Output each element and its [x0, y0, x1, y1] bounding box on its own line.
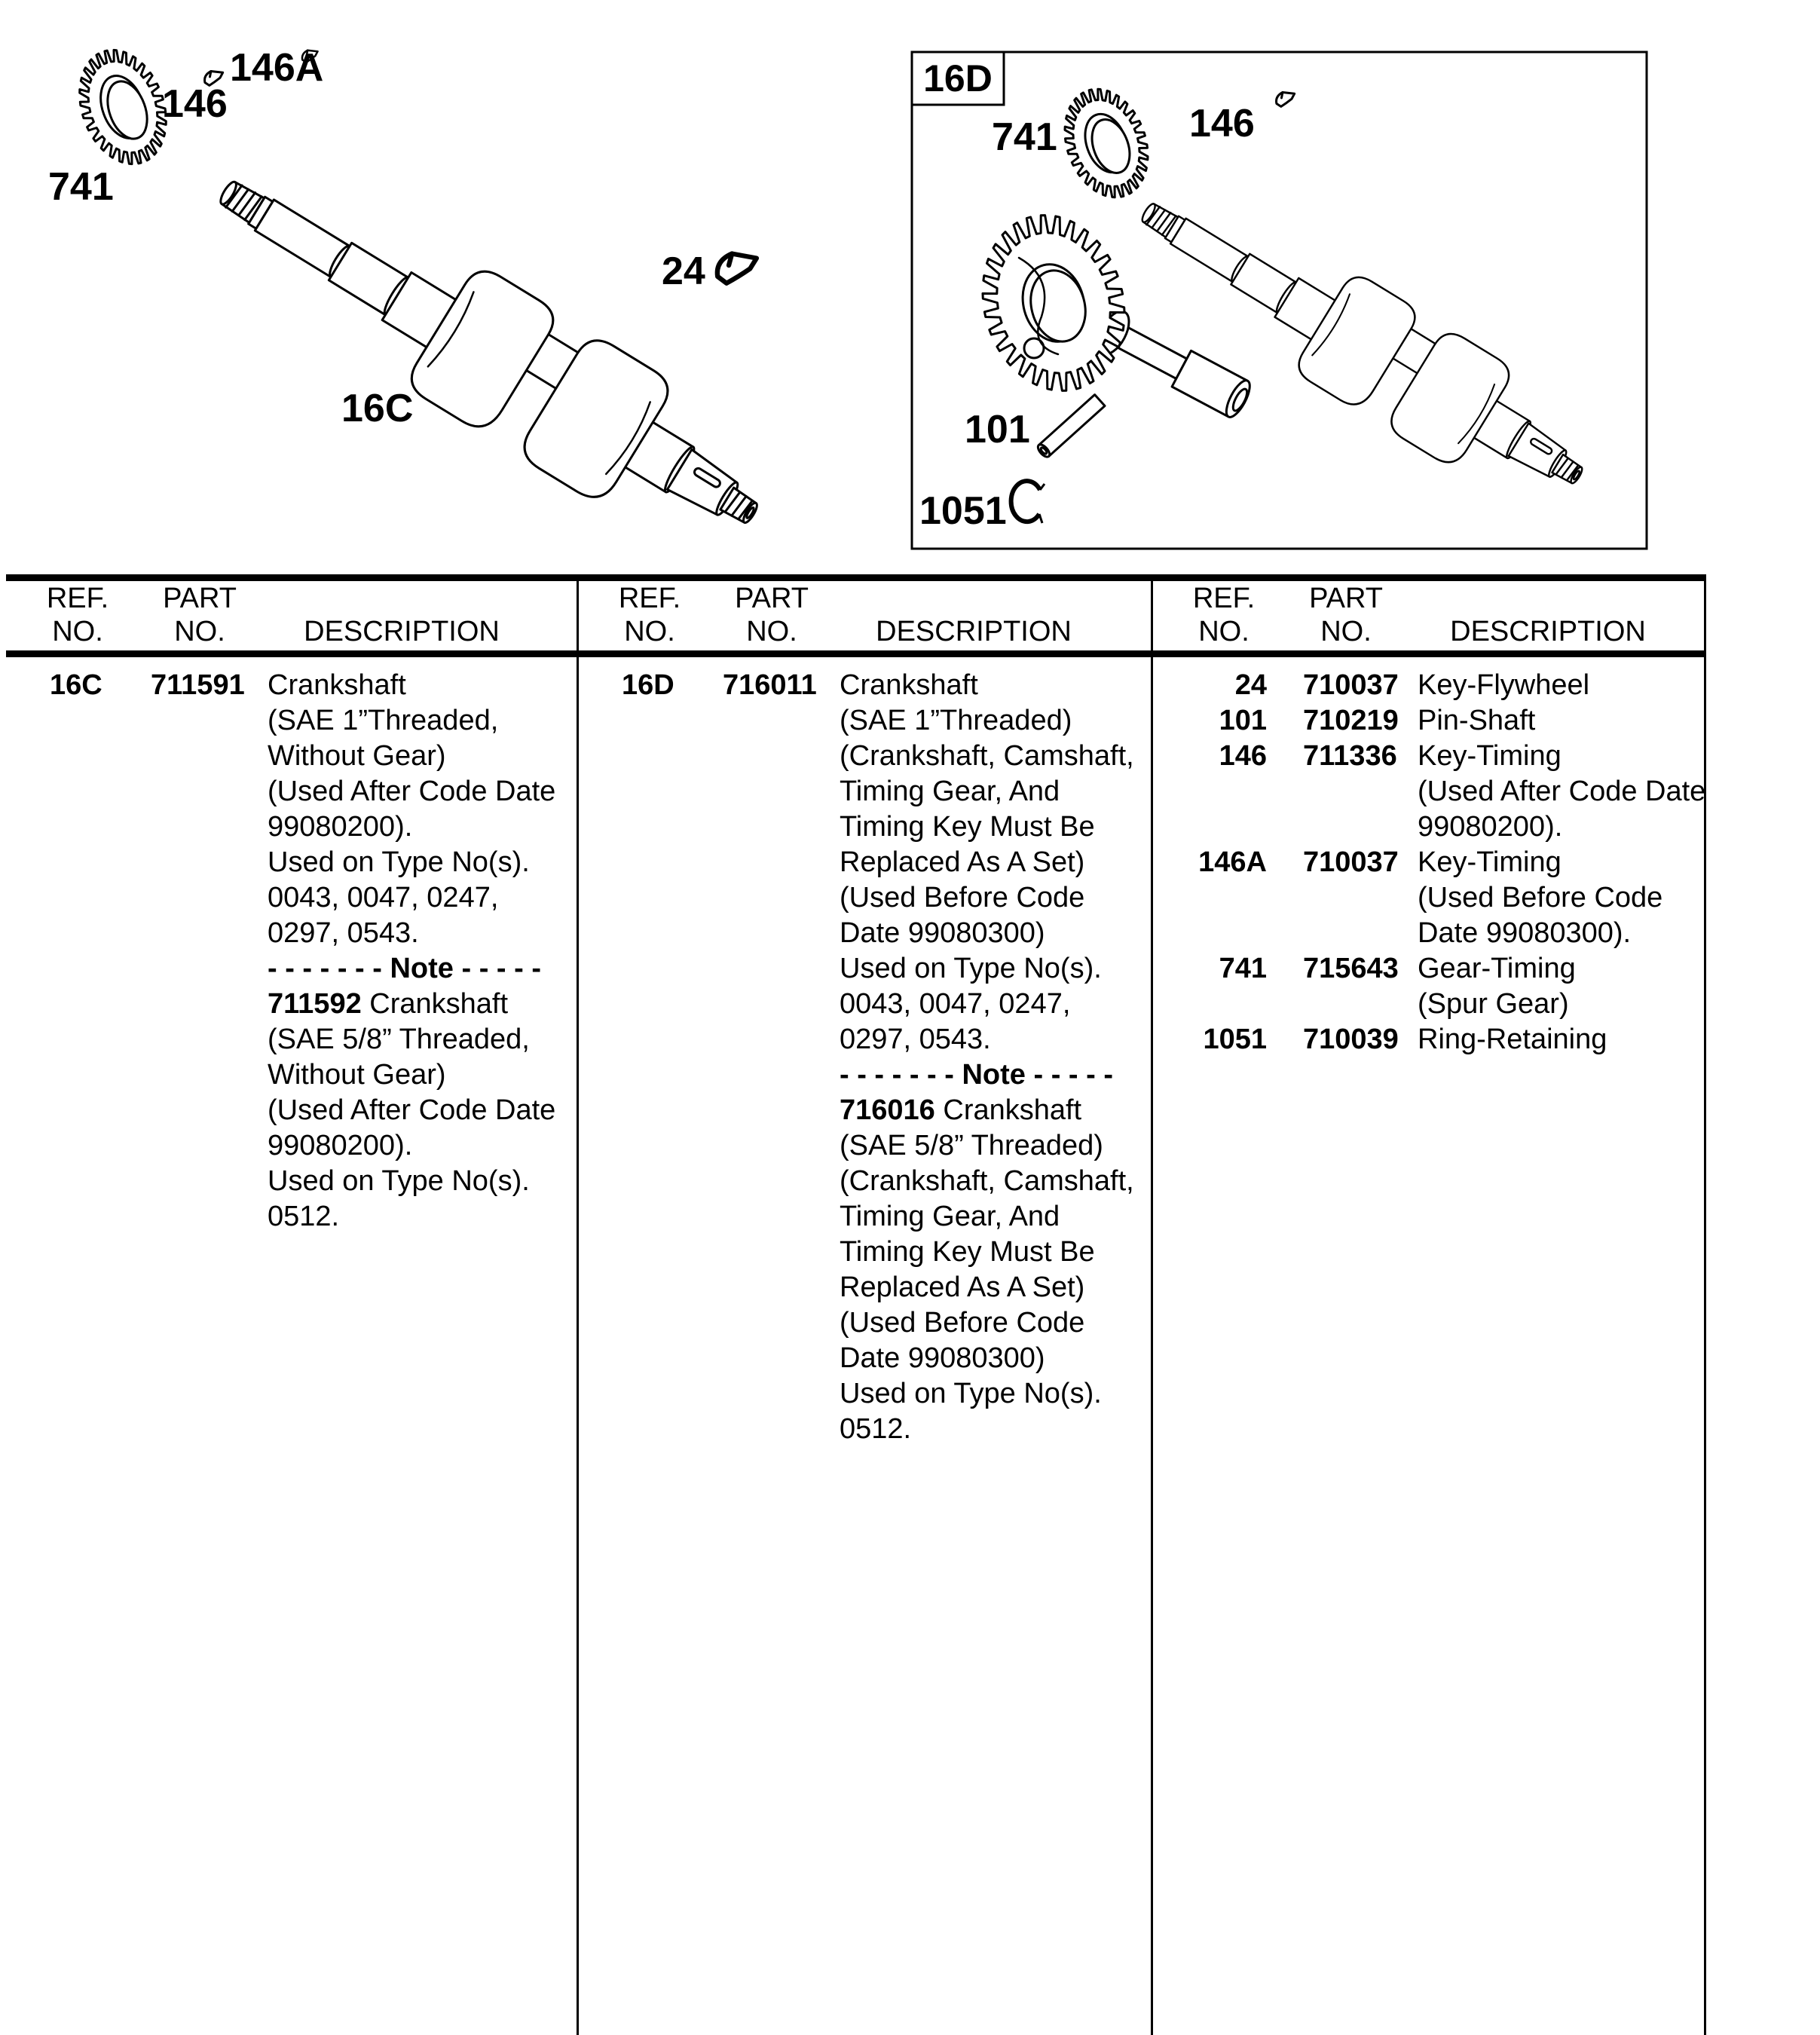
header-ref-label: REF. [46, 583, 109, 614]
table-row [6, 1093, 577, 1128]
retaining-ring-1051-icon [1011, 481, 1045, 523]
table-row [578, 845, 1151, 880]
part-no-cell: 711336 [1303, 740, 1397, 772]
table-row [578, 1305, 1151, 1341]
description-cell: (Crankshaft, Camshaft, [840, 740, 1134, 772]
table-row [6, 739, 577, 774]
table-row [578, 809, 1151, 845]
header-part-no-label: NO. [1320, 616, 1372, 647]
description-cell: Timing Gear, And [840, 776, 1060, 807]
ref-no-cell: 24 [1234, 669, 1267, 701]
description-cell: Key-Flywheel [1418, 669, 1590, 701]
description-cell: 0043, 0047, 0247, [268, 882, 499, 913]
table-header-separator [6, 650, 1706, 657]
table-row [6, 916, 577, 951]
table-row [578, 1270, 1151, 1305]
part-no-cell: 715643 [1303, 953, 1399, 984]
table-row [578, 668, 1151, 703]
description-cell: 99080200). [1418, 811, 1563, 843]
table-row [578, 1235, 1151, 1270]
table-row [6, 703, 577, 739]
description-cell: 716016 Crankshaft [840, 1094, 1082, 1126]
part-label-101: 101 [965, 408, 1030, 451]
part-no-cell: 711591 [151, 669, 245, 701]
header-group-2 [578, 580, 1151, 651]
description-cell: Crankshaft [840, 669, 978, 701]
description-cell: Replaced As A Set) [840, 1271, 1085, 1303]
description-cell: Ring-Retaining [1418, 1024, 1607, 1055]
parts-column-1 [6, 668, 577, 1235]
description-cell: - - - - - - - Note - - - - - [268, 953, 541, 984]
description-cell: Timing Key Must Be [840, 811, 1095, 843]
header-part-label: PART [1309, 583, 1383, 614]
description-cell: (SAE 5/8” Threaded) [840, 1130, 1103, 1161]
table-row [578, 1057, 1151, 1093]
ref-no-cell: 146A [1198, 846, 1267, 878]
description-cell: Replaced As A Set) [840, 846, 1085, 878]
description-cell: Gear-Timing [1418, 953, 1576, 984]
header-ref-label: REF. [1192, 583, 1256, 614]
table-row [6, 845, 577, 880]
table-row [6, 880, 577, 916]
description-cell: Key-Timing [1418, 846, 1562, 878]
part-label-146a: 146A [230, 46, 324, 90]
table-row [1152, 809, 1704, 845]
part-no-cell: 710037 [1303, 669, 1399, 701]
flywheel-key-24-icon [714, 250, 759, 284]
header-part-no-label: NO. [746, 616, 797, 647]
table-row [1152, 845, 1704, 880]
description-cell: (SAE 5/8” Threaded, [268, 1024, 530, 1055]
table-row [578, 1022, 1151, 1057]
table-row [6, 809, 577, 845]
table-row [578, 951, 1151, 987]
description-cell: 99080200). [268, 811, 413, 843]
table-row [1152, 987, 1704, 1022]
header-part-label: PART [735, 583, 809, 614]
table-row [578, 1341, 1151, 1376]
description-cell: (Spur Gear) [1418, 988, 1569, 1020]
table-row [6, 774, 577, 809]
description-cell: Date 99080300). [1418, 917, 1632, 949]
table-row [1152, 1022, 1704, 1057]
description-cell: (Used After Code Date [268, 776, 556, 807]
ref-no-cell: 101 [1219, 705, 1267, 736]
description-cell: 711592 Crankshaft [268, 988, 509, 1020]
table-row [1152, 703, 1704, 739]
description-cell: Key-Timing [1418, 740, 1562, 772]
table-row [6, 668, 577, 703]
part-no-cell: 716011 [723, 669, 817, 701]
description-cell: 0043, 0047, 0247, [840, 988, 1071, 1020]
part-label-741-left: 741 [48, 165, 114, 209]
table-row [578, 880, 1151, 916]
table-row [6, 1128, 577, 1164]
header-group-3 [1152, 580, 1704, 651]
ref-no-cell: 1051 [1203, 1024, 1267, 1055]
crankshaft-16d-drawing [1115, 161, 1610, 527]
description-cell: (Used Before Code [1418, 882, 1663, 913]
header-group-1 [6, 580, 577, 651]
description-cell: Timing Gear, And [840, 1201, 1060, 1232]
description-cell: (SAE 1”Threaded) [840, 705, 1072, 736]
part-label-741-right: 741 [992, 115, 1057, 159]
timing-gear-741-right-drawing [1065, 89, 1148, 197]
crankshaft-16c-drawing [187, 130, 791, 577]
parts-column-2 [578, 668, 1151, 1447]
table-row [578, 1412, 1151, 1447]
description-cell: Without Gear) [268, 740, 446, 772]
table-row [578, 916, 1151, 951]
part-no-cell: 710039 [1303, 1024, 1399, 1055]
description-cell: Without Gear) [268, 1059, 446, 1091]
table-row [578, 1093, 1151, 1128]
table-row [6, 1022, 577, 1057]
table-row [1152, 774, 1704, 809]
table-row [1152, 739, 1704, 774]
table-row [6, 951, 577, 987]
part-label-146-right: 146 [1189, 102, 1255, 145]
description-cell: Date 99080300) [840, 1342, 1045, 1374]
description-cell: (Used Before Code [840, 1307, 1085, 1339]
table-row [578, 1164, 1151, 1199]
part-no-cell: 710219 [1303, 705, 1399, 736]
table-row [1152, 668, 1704, 703]
table-row [578, 739, 1151, 774]
description-cell: (Used Before Code [840, 882, 1085, 913]
table-row [6, 1057, 577, 1093]
header-ref-label: REF. [618, 583, 681, 614]
part-label-1051: 1051 [919, 489, 1007, 533]
header-description-label: DESCRIPTION [1450, 616, 1646, 647]
camshaft-gear-drawing [983, 216, 1124, 391]
part-no-cell: 710037 [1303, 846, 1399, 878]
header-part-label: PART [163, 583, 237, 614]
header-description-label: DESCRIPTION [304, 616, 500, 647]
part-label-146-left: 146 [162, 82, 228, 126]
description-cell: 0512. [840, 1413, 912, 1445]
table-row [6, 1199, 577, 1235]
description-cell: 99080200). [268, 1130, 413, 1161]
description-cell: Used on Type No(s). [268, 846, 530, 878]
description-cell: Pin-Shaft [1418, 705, 1536, 736]
table-row [6, 1164, 577, 1199]
ref-no-cell: 16D [622, 669, 674, 701]
table-row [578, 1128, 1151, 1164]
table-row [578, 703, 1151, 739]
description-cell: 0512. [268, 1201, 340, 1232]
description-cell: (Crankshaft, Camshaft, [840, 1165, 1134, 1197]
table-row [578, 1199, 1151, 1235]
part-label-16c: 16C [341, 387, 414, 430]
table-row [6, 987, 577, 1022]
description-cell: (Used After Code Date [1418, 776, 1706, 807]
header-ref-no-label: NO. [624, 616, 675, 647]
description-cell: Timing Key Must Be [840, 1236, 1095, 1268]
table-row [1152, 880, 1704, 916]
parts-column-3 [1152, 668, 1704, 1057]
description-cell: - - - - - - - Note - - - - - [840, 1059, 1113, 1091]
part-label-24: 24 [662, 249, 705, 293]
description-cell: (Used After Code Date [268, 1094, 556, 1126]
table-row [578, 1376, 1151, 1412]
diagram-16d-box-label: 16D [923, 57, 993, 99]
timing-key-146-right-icon [1274, 90, 1296, 107]
description-cell: Used on Type No(s). [840, 953, 1102, 984]
description-cell: 0297, 0543. [840, 1024, 991, 1055]
table-row [578, 774, 1151, 809]
header-ref-no-label: NO. [52, 616, 103, 647]
description-cell: Date 99080300) [840, 917, 1045, 949]
timing-gear-741-left-drawing [80, 50, 167, 164]
header-ref-no-label: NO. [1198, 616, 1250, 647]
description-cell: Used on Type No(s). [268, 1165, 530, 1197]
ref-no-cell: 741 [1219, 953, 1267, 984]
description-cell: Crankshaft [268, 669, 406, 701]
shaft-pin-101-icon [1036, 395, 1105, 459]
table-row [578, 987, 1151, 1022]
header-description-label: DESCRIPTION [876, 616, 1072, 647]
description-cell: Used on Type No(s). [840, 1378, 1102, 1409]
description-cell: 0297, 0543. [268, 917, 419, 949]
ref-no-cell: 16C [50, 669, 102, 701]
table-row [1152, 951, 1704, 987]
ref-no-cell: 146 [1219, 740, 1267, 772]
table-row [1152, 916, 1704, 951]
header-part-no-label: NO. [174, 616, 225, 647]
description-cell: (SAE 1”Threaded, [268, 705, 499, 736]
